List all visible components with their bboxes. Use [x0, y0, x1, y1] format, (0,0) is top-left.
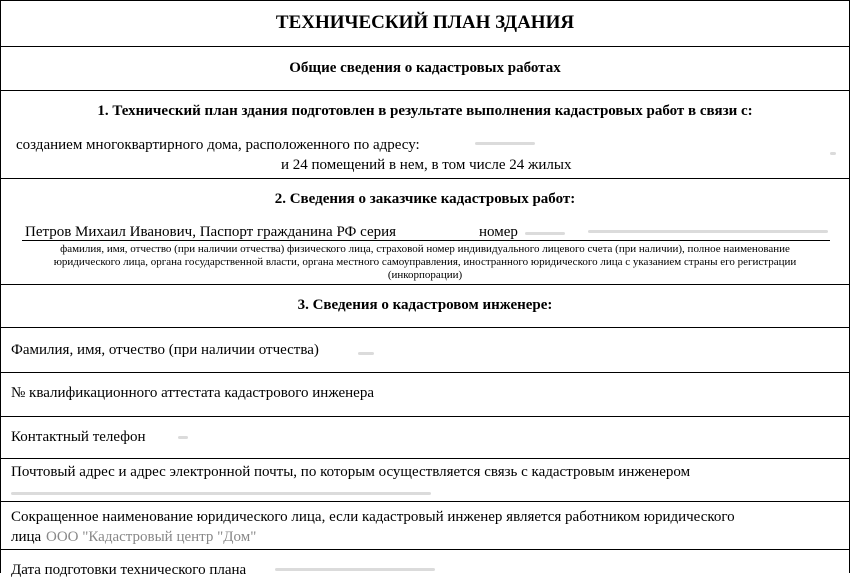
org-label-line2: лица: [11, 529, 42, 545]
engineer-attestat-label: № квалификационного аттестата кадастрового инженера: [11, 385, 374, 401]
engineer-fio-label: Фамилия, имя, отчество (при наличии отчества): [11, 342, 319, 358]
section1-line2: и 24 помещений в нем, в том числе 24 жилых: [281, 157, 572, 173]
customer-hint-3: (инкорпорации): [387, 269, 463, 281]
redacted-address-value: [11, 492, 431, 495]
rule: [0, 90, 850, 91]
section3-heading: 3. Сведения о кадастровом инженере:: [297, 297, 553, 313]
rule: [0, 0, 850, 1]
rule: [0, 46, 850, 47]
engineer-phone-label: Контактный телефон: [11, 429, 146, 445]
rule: [0, 416, 850, 417]
rule: [0, 327, 850, 328]
redacted-date: [275, 568, 435, 571]
rule: [0, 549, 850, 550]
customer-number-label: номер: [479, 224, 518, 240]
rule: [0, 458, 850, 459]
page-title: ТЕХНИЧЕСКИЙ ПЛАН ЗДАНИЯ: [275, 12, 575, 33]
customer-hint-2: юридического лица, органа государственной власти, органа местного самоуправления, иностранного юридического лица с указанием страны его регистрации: [53, 256, 797, 268]
left-border: [0, 0, 1, 573]
redacted-fio: [358, 352, 374, 355]
redacted-customer-info: [588, 230, 828, 233]
plan-date-label: Дата подготовки технического плана: [11, 562, 247, 578]
engineer-address-label: Почтовый адрес и адрес электронной почты, по которым осуществляется связь с кадастровым инженером: [11, 464, 691, 480]
general-header: Общие сведения о кадастровых работах: [289, 60, 561, 76]
redacted-number: [525, 232, 565, 235]
redacted-mark: [830, 152, 836, 155]
section2-heading: 2. Сведения о заказчике кадастровых работ:: [274, 191, 576, 207]
customer-name: Петров Михаил Иванович, Паспорт гражданина РФ серия: [25, 224, 397, 240]
redacted-phone: [178, 436, 188, 439]
customer-underline: [22, 240, 830, 241]
rule: [0, 372, 850, 373]
customer-hint-1: фамилия, имя, отчество (при наличии отчества) физического лица, страховой номер индивидуального лицевого счета (при наличии), полное наименование: [60, 243, 790, 255]
redacted-address: [475, 142, 535, 145]
org-value: ООО "Кадастровый центр "Дом": [46, 529, 257, 545]
rule: [0, 501, 850, 502]
section1-line1: созданием многоквартирного дома, расположенного по адресу:: [16, 137, 420, 153]
section1-heading: 1. Технический план здания подготовлен в результате выполнения кадастровых работ в связи с:: [97, 103, 753, 119]
rule: [0, 178, 850, 179]
rule: [0, 284, 850, 285]
org-label-line1: Сокращенное наименование юридического лица, если кадастровый инженер является работником юридического: [11, 509, 735, 525]
